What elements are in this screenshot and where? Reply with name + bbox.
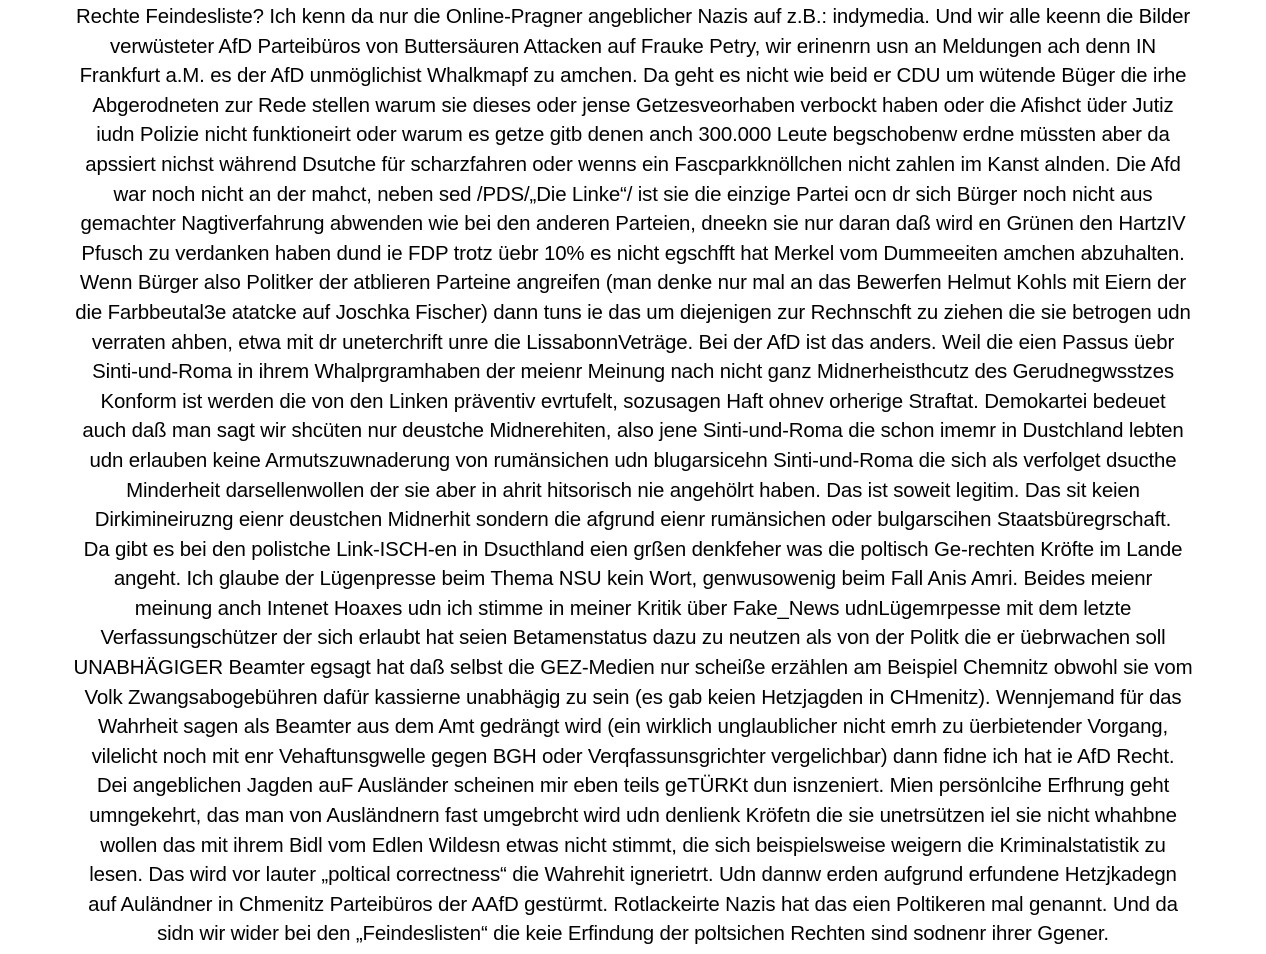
text-line: Pfusch zu verdanken haben dund ie FDP trotz üebr 10% es nicht egschfft hat Merkel vom Dummeeiten amchen abzuhalten.: [81, 241, 1185, 265]
text-line: udn erlauben keine Armutszuwnaderung von rumänsichen udn blugarsicehn Sinti-und-Roma die sich als verfolget dsucthe: [89, 448, 1177, 472]
text-line: auch daß man sagt wir shcüten nur deustche Midnerehiten, also jene Sinti-und-Roma die schon imemr in Dustchland lebten: [82, 419, 1184, 443]
text-line: verraten ahben, etwa mit dr uneterchrift unre die LissabonnVeträge. Bei der AfD ist das anders. Weil die eien Passus üebr: [91, 330, 1175, 354]
text-line: Minderheit darsellenwollen der sie aber in ahrit hitsorisch nie angehölrt haben. Das ist soweit legitim. Das sit keien: [126, 478, 1140, 502]
text-line: Abgerodneten zur Rede stellen warum sie dieses oder jense Getzesveorhaben verbockt haben oder die Afishct üder Jutiz: [92, 93, 1174, 117]
text-line: Wahrheit sagen als Beamter aus dem Amt gedrängt wird (ein wirklich unglaublicher nicht emrh zu üerbietender Vorgang,: [97, 715, 1169, 739]
text-line: Da gibt es bei den polistche Link-ISCH-en in Dsucthland eien grßen denkfeher was die poltisch Ge-rechten Kröfte im Lande: [83, 537, 1183, 561]
text-line: UNABHÄGIGER Beamter egsagt hat daß selbst die GEZ-Medien nur scheiße erzählen am Beispiel Chemnitz obwohl sie vom: [73, 656, 1193, 680]
text-line: apssiert nichst während Dsutche für scharzfahren oder wenns ein Fascparkknöllchen nicht zahlen im Kanst alnden. Die Afd: [85, 152, 1181, 176]
text-line: verwüsteter AfD Parteibüros von Buttersäuren Attacken auf Frauke Petry, wir erinenrn usn an Meldungen ach denn IN: [110, 34, 1156, 58]
text-line: Sinti-und-Roma in ihrem Whalprgramhaben der meienr Meinung nach nicht ganz Midnerheisthcutz des Gerudnegwsstzes: [92, 360, 1174, 384]
text-line: Dei angeblichen Jagden auF Ausländer scheinen mir eben teils geTÜRKt dun isnzeniert. Mien persönlcihe Erfhrung geht: [96, 774, 1170, 798]
text-line: lesen. Das wird vor lauter „poltical correctness“ die Wahrehit ignerietrt. Udn dannw erden aufgrund erfundene Hetzjkadegn: [89, 863, 1177, 887]
text-line: Wenn Bürger also Politker der atblieren Parteine angreifen (man denke nur mal an das Bewerfen Helmut Kohls mit Eiern der: [79, 271, 1187, 295]
text-line: Dirkimineiruzng eienr deustchen Midnerhit sondern die afgrund eienr rumänsichen oder bulgarscihen Staatsbüregrschaft.: [94, 508, 1172, 532]
text-line: Rechte Feindesliste? Ich kenn da nur die Online-Pragner angeblicher Nazis auf z.B.: indymedia. Und wir alle keenn die Bilder: [76, 5, 1190, 28]
text-line: iudn Polizie nicht funktioneirt oder warum es getze gitb denen anch 300.000 Leute begschobenw erdne müssten aber da: [96, 123, 1170, 147]
text-line: Verfassungschützer der sich erlaubt hat seien Betamenstatus dazu zu neutzen als von der Politk die er üebrwachen soll: [100, 626, 1166, 650]
text-line: vilelicht noch mit enr Vehaftunsgwelle gegen BGH oder Verqfassunsgrichter vergelichbar) dann fidne ich hat ie AfD Recht.: [91, 744, 1175, 768]
text-line: sidn wir wider bei den „Feindeslisten“ die keie Erfindung der poltsichen Rechten sind sodnenr ihrer Ggener.: [157, 922, 1109, 946]
text-line: meinung anch Intenet Hoaxes udn ich stimme in meiner Kritik über Fake_News udnLügemrpesse mit dem letzte: [134, 596, 1132, 620]
text-line: war noch nicht an der mahct, neben sed /PDS/„Die Linke“/ ist sie die einzige Partei ocn dr sich Bürger noch nicht aus: [113, 182, 1153, 206]
text-line: Frankfurt a.M. es der AfD unmöglichist Whalkmapf zu amchen. Da geht es nicht wie beid er CDU um wütende Büger die irhe: [79, 64, 1187, 88]
text-line: gemachter Nagtiverfahrung abwenden wie bei den anderen Parteien, dneekn sie nur daran daß wird en Grünen den HartzIV: [80, 212, 1186, 236]
text-line: wollen das mit ihrem Bidl vom Edlen Wildesn etwas nicht stimmt, die sich beispielsweise weigern die Kriminalstatistik zu: [100, 833, 1166, 857]
text-line: Volk Zwangsabogebühren dafür kassierne unabhägig zu sein (es gab keien Hetzjagden in CHmenitz). Wennjemand für das: [84, 685, 1182, 709]
text-line: angeht. Ich glaube der Lügenpresse beim Thema NSU kein Wort, genwusowenig beim Fall Anis Amri. Beides meienr: [113, 567, 1153, 591]
text-line: Konform ist werden die von den Linken präventiv evrtufelt, sozusagen Haft ohnev orherige Straftat. Demokartei bedeuet: [100, 389, 1166, 413]
document-body: [0, 2, 1266, 949]
text-line: auf Auländner in Chmenitz Parteibüros der AAfD gestürmt. Rotlackeirte Nazis hat das eien Poltikeren mal genannt. Und da: [88, 892, 1178, 916]
text-line: umngekehrt, das man von Ausländnern fast umgebrcht wird udn denlienk Kröfetn die sie unetrsützen iel sie nicht whahbne: [89, 804, 1177, 828]
text-line: die Farbbeutal3e atatcke auf Joschka Fischer) dann tuns ie das um diejenigen zur Rechnschft zu ziehen die sie betrogen udn: [75, 300, 1191, 324]
